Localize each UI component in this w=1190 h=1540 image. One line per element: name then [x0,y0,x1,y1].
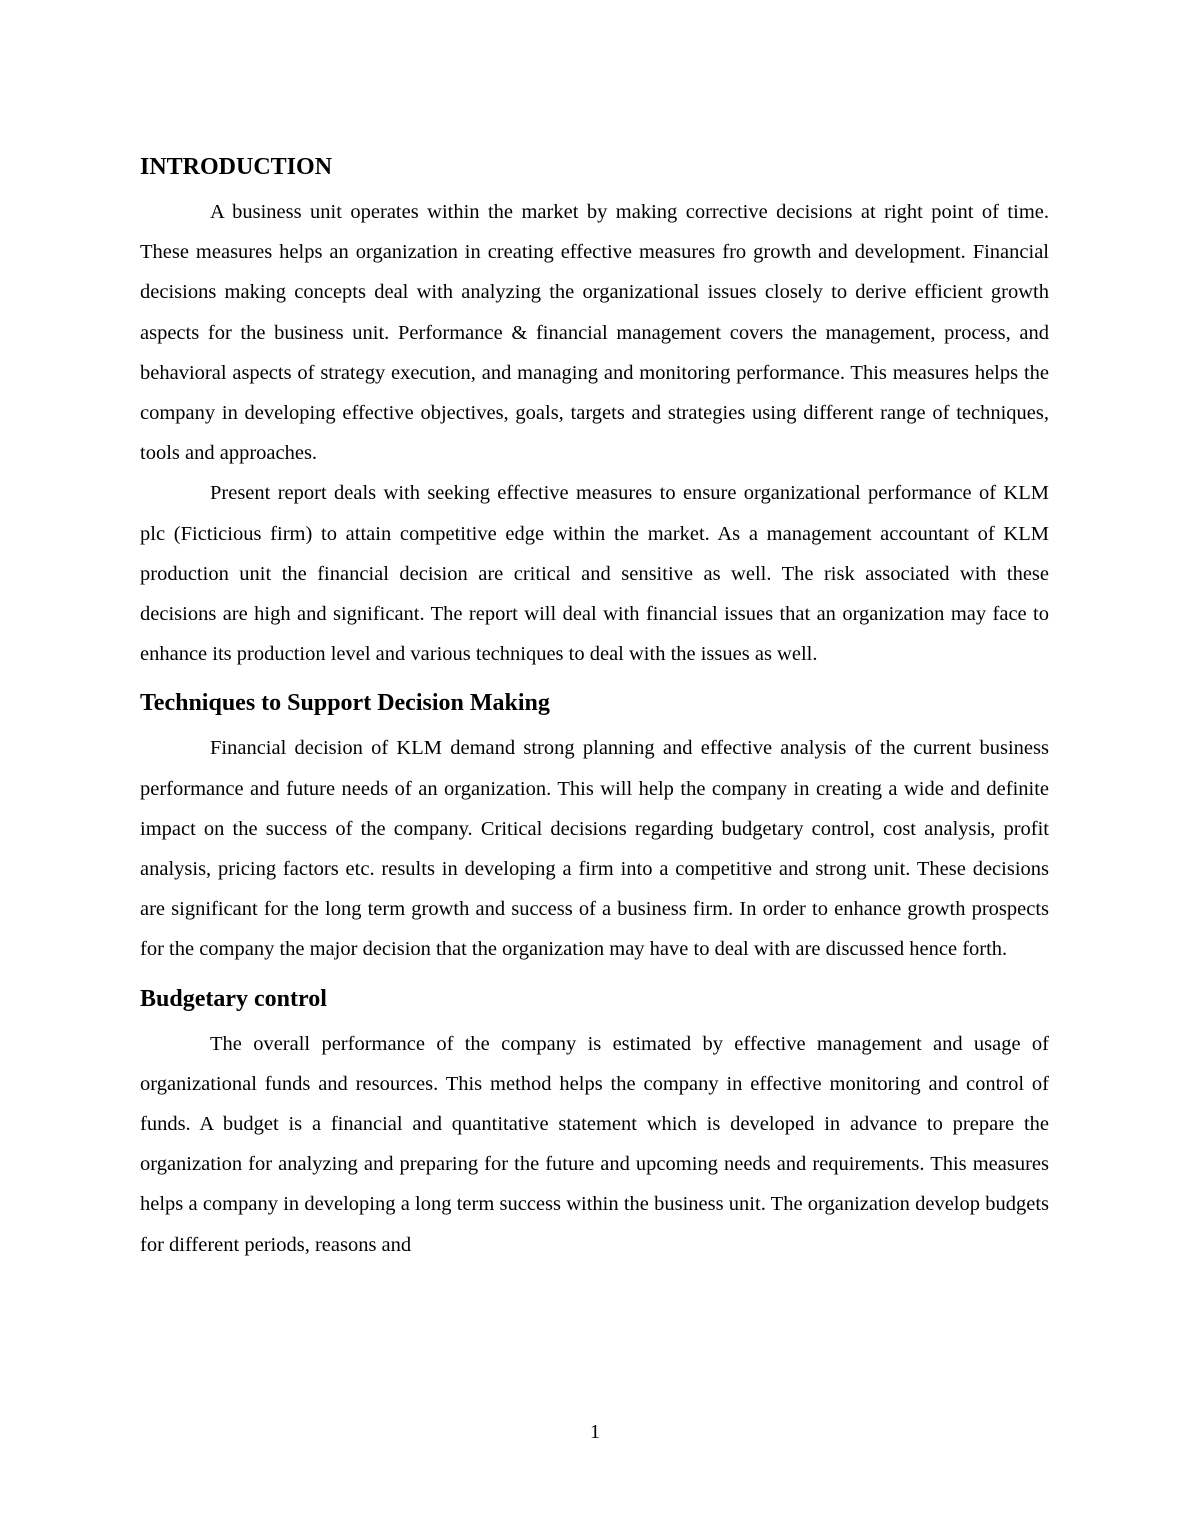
section-heading-budgetary-control: Budgetary control [140,985,327,1012]
paragraph: The overall performance of the company is estimated by effective management and usage of organizational funds and resources. This method helps the company in effective monitoring and control of funds. A budget is a financial and quantitative statement which is developed in advance to prepare the organization for analyzing and preparing for the future and upcoming needs and requirements. This measures helps a company in developing a long term success within the business unit. The organization develop budgets for different periods, reasons and [140,1032,1049,1256]
page-number: 1 [589,1421,601,1443]
paragraph: Financial decision of KLM demand strong planning and effective analysis of the current business performance and future needs of an organization. This will help the company in creating a wide and definite impact on the success of the company. Critical decisions regarding budgetary control, cost analysis, profit analysis, pricing factors etc. results in developing a firm into a competitive and strong unit. These decisions are significant for the long term growth and success of a business firm. In order to enhance growth prospects for the company the major decision that the organization may have to deal with are discussed hence forth. [140,737,1049,961]
section-heading-techniques: Techniques to Support Decision Making [140,690,550,717]
section-heading-introduction: INTRODUCTION [140,154,333,180]
paragraph: A business unit operates within the market by making corrective decisions at right point of time. These measures helps an organization in creating effective measures fro growth and development. Financial decisions making concepts deal with analyzing the organizational issues closely to derive efficient growth aspects for the business unit. Performance & financial management covers the management, process, and behavioral aspects of strategy execution, and managing and monitoring performance. This measures helps the company in developing effective objectives, goals, targets and strategies using different range of techniques, tools and approaches. [140,201,1049,465]
page-content [140,148,1049,1265]
paragraph: Present report deals with seeking effective measures to ensure organizational performance of KLM plc (Ficticious firm) to attain competitive edge within the market. As a management accountant of KLM production unit the financial decision are critical and sensitive as well. The risk associated with these decisions are high and significant. The report will deal with financial issues that an organization may face to enhance its production level and various techniques to deal with the issues as well. [140,482,1049,666]
